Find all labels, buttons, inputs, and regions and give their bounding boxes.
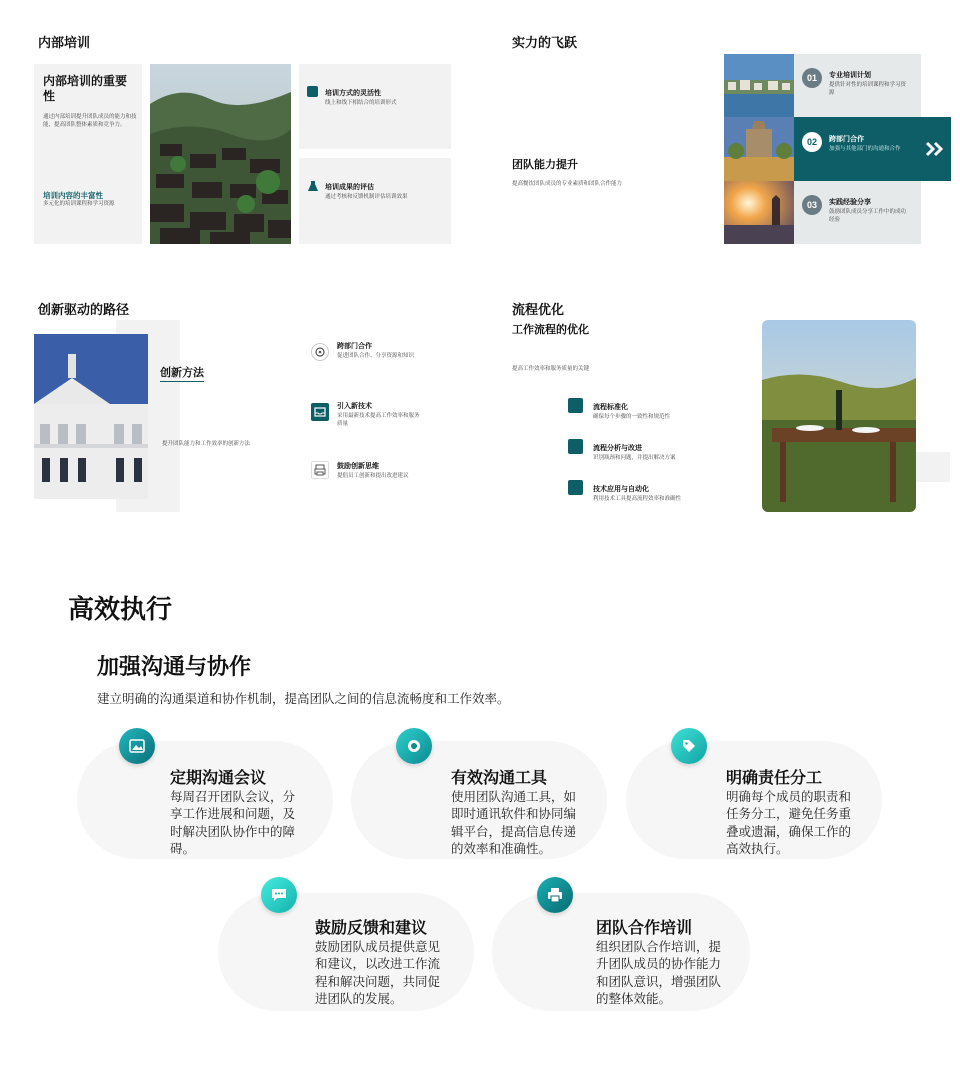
slide2-item2-title: 跨部门合作 xyxy=(829,136,864,143)
heading-underline xyxy=(160,381,204,382)
slide4-item2-title: 流程分析与改进 xyxy=(593,445,642,452)
slide2-item3-title: 实践经验分享 xyxy=(829,199,871,206)
slide2-item3 xyxy=(794,181,921,244)
slide4-item2-desc: 识别瓶颈和问题，并提出解决方案 xyxy=(593,455,676,461)
card3-title: 明确责任分工 xyxy=(726,770,823,787)
card2-title: 有效沟通工具 xyxy=(451,770,548,787)
slide1-card1-title: 培训方式的灵活性 xyxy=(325,90,381,97)
location-icon xyxy=(311,343,329,361)
slide5-desc: 建立明确的沟通渠道和协作机制，提高团队之间的信息流畅度和工作效率。 xyxy=(97,692,510,706)
printer-icon xyxy=(311,461,329,479)
slide3-item2-desc: 采用最新技术提高工作效率和服务质量 xyxy=(337,413,420,427)
slide1-sub-desc: 多元化的培训课程和学习资源 xyxy=(43,201,115,207)
image-icon xyxy=(568,398,583,413)
number-badge: 01 xyxy=(802,68,822,88)
tag-icon xyxy=(671,728,707,764)
card5-text: 组织团队合作培训，提升团队成员的协作能力和团队意识，增强团队的整体效能。 xyxy=(596,940,722,1006)
slide1-heading: 内部培训的重要性 xyxy=(43,74,128,103)
inbox-icon xyxy=(311,403,329,421)
slide3-item1-desc: 促进团队合作、分享资源和知识 xyxy=(337,353,415,359)
slide2-item2-desc: 加强与其他部门的沟通和合作 xyxy=(829,146,901,152)
slide3-item2-title: 引入新技术 xyxy=(337,403,372,410)
card4-title: 鼓励反馈和建议 xyxy=(315,920,428,937)
number-badge: 02 xyxy=(802,132,822,152)
slide4-item3-desc: 利用技术工具提高流程效率和准确性 xyxy=(593,496,682,502)
slide1-card2-desc: 通过考核和反馈机制评估培训效果 xyxy=(325,194,408,200)
slide2-item3-desc: 鼓励团队成员分享工作中的成功经验 xyxy=(829,209,907,223)
card4-text: 鼓励团队成员提供意见和建议，以改进工作流程和解决问题，共同促进团队的发展。 xyxy=(315,940,441,1006)
village-photo xyxy=(150,64,291,244)
slide2-item1-desc: 提供针对性的培训课程和学习资源 xyxy=(829,82,907,96)
slide1-intro-panel xyxy=(34,64,142,244)
number-badge: 03 xyxy=(802,195,822,215)
slide5-title: 高效执行 xyxy=(68,594,173,624)
colonial-building-photo xyxy=(34,334,148,499)
location-pin-icon xyxy=(568,439,583,454)
chat-icon xyxy=(261,877,297,913)
file-icon xyxy=(568,480,583,495)
slide3-desc: 提升团队能力和工作效率的创新方法 xyxy=(162,441,251,447)
slide2-item1-title: 专业培训计划 xyxy=(829,72,871,79)
slide1-desc: 通过内部培训提升团队成员的能力和技能，提高团队整体素质和竞争力。 xyxy=(43,114,137,128)
card3-text: 明确每个成员的职责和任务分工，避免任务重叠或遗漏，确保工作的高效执行。 xyxy=(726,790,852,856)
slide4-bg-block xyxy=(910,452,950,482)
card1-title: 定期沟通会议 xyxy=(170,770,267,787)
pagoda-sunset-photo xyxy=(724,181,794,244)
slide1-card1 xyxy=(299,64,451,149)
slide4-item3-title: 技术应用与自动化 xyxy=(593,486,649,493)
slide2-title: 实力的飞跃 xyxy=(512,35,578,50)
slide5-heading: 加强沟通与协作 xyxy=(97,654,252,679)
outdoor-dining-photo xyxy=(762,320,916,512)
slide3-item3-desc: 提倡员工创新和提出改进建议 xyxy=(337,473,409,479)
target-icon xyxy=(396,728,432,764)
slide2-item1 xyxy=(794,54,921,117)
lake-town-photo xyxy=(724,54,794,117)
slide4-heading: 工作流程的优化 xyxy=(512,324,589,336)
flask-icon xyxy=(307,180,319,192)
card1-text: 每周召开团队会议，分享工作进展和问题，及时解决团队协作中的障碍。 xyxy=(170,790,296,856)
slide2-item2 xyxy=(794,117,921,181)
slide3-title: 创新驱动的路径 xyxy=(38,302,130,317)
slide3-heading: 创新方法 xyxy=(160,367,204,379)
document-icon xyxy=(307,86,318,97)
slide3-item3-title: 鼓励创新思维 xyxy=(337,463,379,470)
slide2-desc: 提高餐饮团队成员的专业素质和团队合作能力 xyxy=(512,181,623,187)
slide1-card2 xyxy=(299,158,451,244)
card5-title: 团队合作培训 xyxy=(596,920,693,937)
slide1-card1-desc: 线上和线下相结合的培训形式 xyxy=(325,100,397,106)
slide3-item1-title: 跨部门合作 xyxy=(337,343,372,350)
slide4-item1-desc: 确保每个步骤的一致性和规范性 xyxy=(593,414,671,420)
slide1-card2-title: 培训成果的评估 xyxy=(325,184,374,191)
church-ruins-photo xyxy=(724,117,794,181)
image-icon xyxy=(119,728,155,764)
slide1-title: 内部培训 xyxy=(38,35,91,50)
slide4-title: 流程优化 xyxy=(512,302,565,317)
slide4-item1-title: 流程标准化 xyxy=(593,404,628,411)
slide2-heading: 团队能力提升 xyxy=(512,159,578,171)
card2-text: 使用团队沟通工具，如即时通讯软件和协同编辑平台，提高信息传递的效率和准确性。 xyxy=(451,790,577,856)
slide1-sub-heading: 培训内容的丰富性 xyxy=(43,191,103,200)
slide4-desc: 提高工作效率和服务质量的关键 xyxy=(512,366,590,372)
double-chevron-right-icon[interactable] xyxy=(921,117,951,181)
printer-icon xyxy=(537,877,573,913)
